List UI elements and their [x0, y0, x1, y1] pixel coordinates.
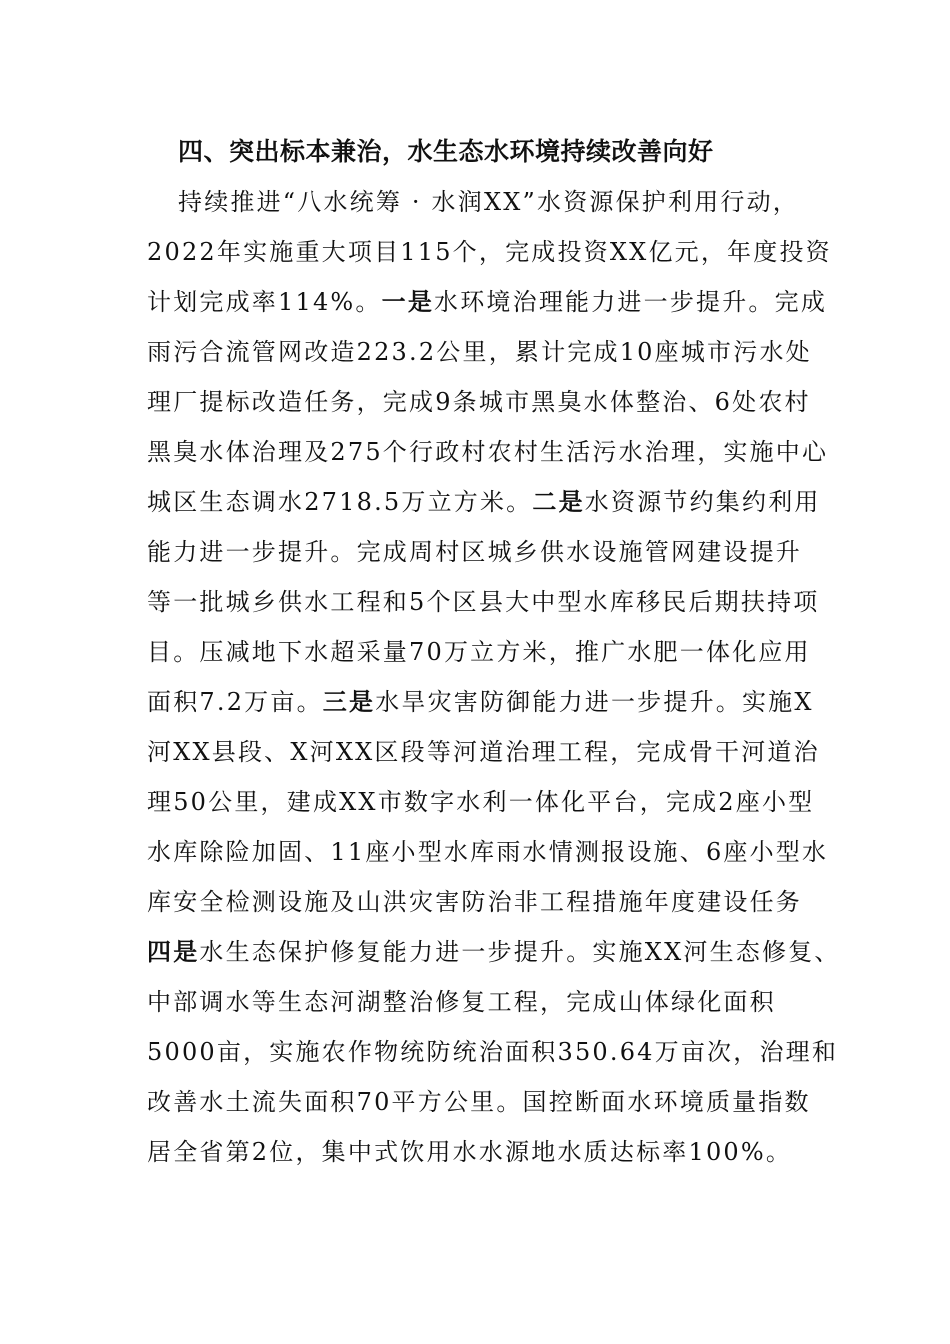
line-text: 面积7.2万亩。	[147, 688, 323, 716]
line-text: 改善水土流失面积70平方公里。国控断面水环境质量指数	[147, 1088, 811, 1116]
paragraph-line	[147, 382, 811, 422]
paragraph-line	[178, 182, 808, 222]
line-text: 理厂提标改造任务，完成9条城市黑臭水体整治、6处农村	[147, 388, 811, 416]
line-text: 5000亩，实施农作物统防统治面积350.64万亩次，治理和	[147, 1038, 839, 1066]
paragraph-line	[147, 532, 807, 572]
paragraph-line	[147, 282, 828, 322]
line-text: 计划完成率114%。	[147, 288, 382, 316]
paragraph-line	[147, 582, 820, 622]
paragraph-line	[147, 782, 815, 822]
paragraph-line	[147, 232, 832, 272]
paragraph-line	[147, 732, 820, 772]
paragraph-line	[147, 832, 829, 872]
bold-marker-one: 一是	[381, 288, 435, 316]
line-text: 理50公里，建成XX市数字水利一体化平台，完成2座小型	[147, 788, 815, 816]
line-text: 持续推进“八水统筹 · 水润XX”水资源保护利用行动，	[178, 188, 799, 216]
paragraph-line	[147, 882, 807, 922]
paragraph-line	[147, 682, 814, 722]
bold-marker-four: 四是	[147, 938, 200, 966]
paragraph-line	[147, 332, 812, 372]
line-text: 水资源节约集约利用	[584, 488, 821, 516]
bold-marker-three: 三是	[322, 688, 376, 716]
paragraph-line	[147, 1032, 839, 1072]
line-text: 2022年实施重大项目115个，完成投资XX亿元，年度投资	[147, 238, 832, 266]
paragraph-line	[147, 632, 811, 672]
bold-marker-two: 二是	[532, 488, 585, 516]
paragraph-line	[147, 1132, 807, 1172]
paragraph-line	[147, 482, 821, 522]
paragraph-line	[147, 982, 807, 1022]
line-text: 能力进一步提升。完成周村区城乡供水设施管网建设提升	[147, 538, 802, 566]
line-text: 水生态保护修复能力进一步提升。实施XX河生态修复、	[199, 938, 841, 966]
paragraph-line	[147, 932, 841, 972]
line-text: 水旱灾害防御能力进一步提升。实施X	[375, 688, 814, 716]
line-text: 等一批城乡供水工程和5个区县大中型水库移民后期扶持项	[147, 588, 820, 616]
line-text: 城区生态调水2718.5万立方米。	[147, 488, 533, 516]
section-heading: 四、突出标本兼治，水生态水环境持续改善向好	[178, 137, 714, 166]
paragraph-line	[147, 1082, 811, 1122]
paragraph-line	[147, 432, 829, 472]
line-text: 河XX县段、X河XX区段等河道治理工程，完成骨干河道治	[147, 738, 820, 766]
line-text: 黑臭水体治理及275个行政村农村生活污水治理，实施中心	[147, 438, 829, 466]
line-text: 水库除险加固、11座小型水库雨水情测报设施、6座小型水	[147, 838, 829, 866]
line-text: 水环境治理能力进一步提升。完成	[434, 288, 828, 316]
line-text: 目。压减地下水超采量70万立方米，推广水肥一体化应用	[147, 638, 811, 666]
line-text: 居全省第2位，集中式饮用水水源地水质达标率100%。	[147, 1138, 793, 1166]
line-text: 雨污合流管网改造223.2公里，累计完成10座城市污水处	[147, 338, 812, 366]
line-text: 库安全检测设施及山洪灾害防治非工程措施年度建设任务	[147, 888, 802, 916]
line-text: 中部调水等生态河湖整治修复工程，完成山体绿化面积	[147, 988, 776, 1016]
